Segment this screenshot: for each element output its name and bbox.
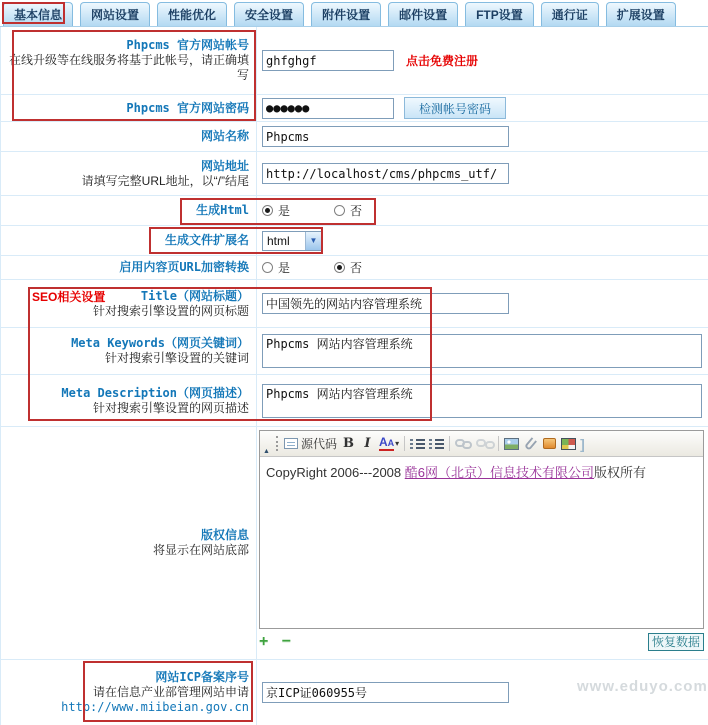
site-url-input[interactable]	[262, 163, 509, 184]
insert-flash-button[interactable]	[542, 434, 557, 453]
url-encrypt-yes-radio[interactable]	[262, 262, 273, 273]
generate-html-no-label: 否	[350, 204, 363, 218]
seo-title-desc: 针对搜索引擎设置的网页标题	[92, 303, 249, 318]
attachment-button[interactable]	[523, 434, 538, 453]
settings-tab-bar	[0, 0, 708, 27]
tab-basic-info[interactable]: 基本信息	[3, 2, 73, 26]
ku6-company-link[interactable]: 酷6网（北京）信息技术有限公司	[404, 465, 594, 480]
row-meta-keywords	[1, 328, 708, 375]
meta-description-input[interactable]	[262, 384, 702, 418]
tab-passport[interactable]: 通行证	[541, 2, 599, 26]
editor-toolbar	[260, 431, 703, 457]
meta-keywords-input[interactable]	[262, 334, 702, 368]
row-url-encrypt	[1, 256, 708, 280]
table-icon	[561, 438, 576, 450]
site-name-label: 网站名称	[200, 129, 249, 143]
basic-info-form	[0, 27, 708, 725]
row-file-extension	[1, 226, 708, 256]
tab-performance[interactable]: 性能优化	[157, 2, 227, 26]
source-code-icon	[284, 438, 298, 449]
url-encrypt-yes-label: 是	[278, 261, 291, 275]
file-extension-value: html	[267, 233, 290, 248]
insert-table-button[interactable]	[561, 434, 576, 453]
toolbar-separator	[449, 436, 450, 451]
file-extension-select[interactable]	[262, 231, 322, 251]
row-site-name	[1, 122, 708, 152]
generate-html-yes-label: 是	[278, 204, 291, 218]
row-site-url	[1, 152, 708, 196]
icp-desc: 请在信息产业部管理网站申请	[92, 685, 249, 699]
font-color-button[interactable]: AA ▾	[378, 434, 400, 449]
official-account-label: Phpcms 官方网站帐号	[126, 38, 249, 52]
url-encrypt-no-radio[interactable]	[334, 262, 345, 273]
italic-button[interactable]: I	[364, 436, 371, 451]
remove-link-button[interactable]	[476, 434, 493, 453]
url-encrypt-no-label: 否	[350, 261, 363, 275]
site-name-input[interactable]	[262, 126, 509, 147]
toolbar-grip-icon[interactable]	[276, 436, 278, 451]
meta-keywords-desc: 针对搜索引擎设置的关键词	[104, 351, 249, 365]
meta-description-label: Meta Description（网页描述）	[61, 385, 249, 400]
tab-site-settings[interactable]: 网站设置	[80, 2, 150, 26]
icp-input[interactable]	[262, 682, 509, 703]
row-copyright	[1, 427, 708, 660]
toolbar-separator	[404, 436, 405, 451]
generate-html-no-radio[interactable]	[334, 205, 345, 216]
tab-mail[interactable]: 邮件设置	[388, 2, 458, 26]
image-icon	[504, 438, 519, 450]
icp-label: 网站ICP备案序号	[155, 670, 249, 684]
copyright-editor	[259, 430, 704, 629]
row-official-account	[1, 27, 708, 95]
url-encrypt-label: 启用内容页URL加密转换	[119, 260, 249, 274]
tab-ftp[interactable]: FTP设置	[465, 2, 534, 26]
seo-title-label: Title（网站标题）	[140, 288, 249, 303]
insert-link-button[interactable]	[455, 434, 472, 453]
copyright-label: 版权信息	[200, 528, 249, 542]
remove-row-button[interactable]: −	[281, 633, 292, 650]
restore-data-button[interactable]: 恢复数据	[648, 633, 704, 651]
seo-section-tag: SEO相关设置	[32, 290, 106, 304]
miibeian-link[interactable]: http://www.miibeian.gov.cn	[61, 700, 249, 714]
official-account-desc: 在线升级等在线服务将基于此帐号，请正确填写	[8, 53, 249, 82]
toolbar-separator	[498, 436, 499, 451]
row-official-password	[1, 95, 708, 122]
copyright-desc: 将显示在网站底部	[152, 543, 249, 557]
official-password-label: Phpcms 官方网站密码	[126, 100, 249, 115]
official-password-input[interactable]	[262, 98, 394, 119]
check-account-button[interactable]: 检测帐号密码	[404, 97, 506, 119]
meta-keywords-label: Meta Keywords（网页关键词）	[71, 336, 249, 350]
seo-title-input[interactable]	[262, 293, 509, 314]
bold-button[interactable]: B	[342, 436, 354, 451]
official-account-input[interactable]	[262, 50, 394, 71]
tab-security[interactable]: 安全设置	[234, 2, 304, 26]
generate-html-label: 生成Html	[196, 203, 249, 217]
add-row-button[interactable]: +	[259, 633, 269, 650]
unlink-icon	[476, 439, 493, 449]
tab-extended[interactable]: 扩展设置	[606, 2, 676, 26]
link-icon	[455, 439, 472, 449]
source-code-button[interactable]: 源代码	[284, 434, 337, 453]
row-meta-description	[1, 375, 708, 427]
flash-icon	[543, 438, 556, 449]
unordered-list-button[interactable]	[429, 434, 444, 453]
row-seo-title	[1, 280, 708, 328]
paperclip-icon	[524, 437, 537, 451]
toolbar-end-icon: ]	[580, 435, 585, 452]
unordered-list-icon	[429, 438, 444, 450]
insert-image-button[interactable]	[504, 434, 519, 453]
tab-attachments[interactable]: 附件设置	[311, 2, 381, 26]
font-caret-icon: ▾	[395, 439, 400, 448]
ordered-list-button[interactable]	[410, 434, 425, 453]
toolbar-collapse-icon[interactable]: ▲	[263, 448, 270, 455]
copyright-editor-content[interactable]: CopyRight 2006---2008 酷6网（北京）信息技术有限公司版权所有	[266, 465, 646, 480]
free-register-link[interactable]: 点击免费注册	[406, 54, 479, 68]
meta-description-desc: 针对搜索引擎设置的网页描述	[92, 400, 249, 415]
site-url-desc: 请填写完整URL地址，以“/”结尾	[81, 173, 249, 188]
watermark: www.eduyo.com	[577, 678, 708, 695]
file-extension-label: 生成文件扩展名	[164, 233, 249, 247]
chevron-down-icon[interactable]: ▼	[305, 232, 321, 250]
generate-html-yes-radio[interactable]	[262, 205, 273, 216]
row-generate-html	[1, 196, 708, 226]
ordered-list-icon	[410, 438, 425, 450]
site-url-label: 网站地址	[200, 158, 249, 173]
